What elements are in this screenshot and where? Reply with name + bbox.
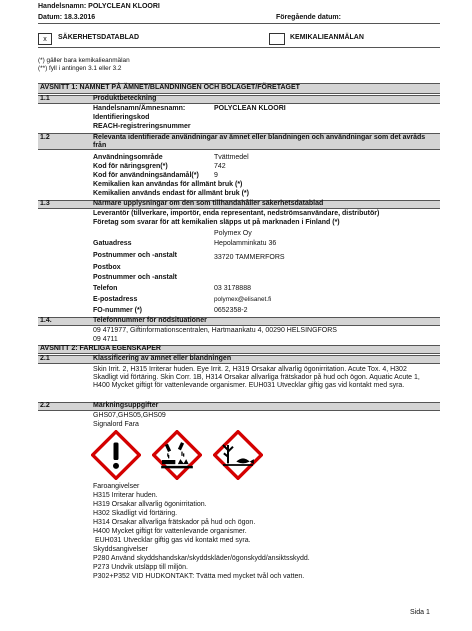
use-area-label: Användningsområde bbox=[93, 154, 163, 161]
company-line: Företag som svarar för att kemikalien släpps ut på marknaden i Finland (*) bbox=[93, 219, 340, 226]
previous-date-label: Föregående datum: bbox=[276, 14, 341, 21]
trade-name-label: Handelsnamn/Ämnesnamn: bbox=[93, 105, 186, 112]
precaution-header: Skyddsangivelser bbox=[93, 546, 148, 553]
s2-1-num: 2.1 bbox=[40, 355, 50, 362]
hazard-line: H319 Orsakar allvarlig ögonirritation. bbox=[93, 501, 207, 508]
hazard-header: Faroangivelser bbox=[93, 483, 140, 490]
public-only-line: Kemikalien används endast för allmänt bruk (*) bbox=[93, 190, 249, 197]
chem-label: KEMIKALIEANMÄLAN bbox=[290, 34, 364, 41]
postal-value: 33720 TAMMERFORS bbox=[214, 254, 285, 261]
s1-2-num: 1.2 bbox=[40, 134, 50, 141]
emergency-line-1: 09 471977, Giftinformationscentralen, Hartmaankatu 4, 00290 HELSINGFORS bbox=[93, 327, 337, 334]
date-header: Datum: 18.3.2016 bbox=[38, 14, 96, 21]
s1-3-num: 1.3 bbox=[40, 200, 50, 207]
street-label: Gatuadress bbox=[93, 240, 132, 247]
sds-checkbox[interactable]: x bbox=[38, 33, 52, 45]
environment-icon bbox=[213, 430, 263, 480]
precaution-line: P280 Använd skyddshandskar/skyddskläder/ögonskydd/ansiktsskydd. bbox=[93, 555, 310, 562]
chem-checkbox[interactable] bbox=[269, 33, 285, 45]
s1-1-title: Produktbeteckning bbox=[93, 95, 157, 102]
product-header: Handelsnamn: POLYCLEAN KLOORI bbox=[38, 3, 160, 10]
s1-2-title: Relevanta identifierade användningar av ämnet eller blandningen och användningar som det avråds från bbox=[93, 134, 426, 150]
email-value[interactable]: polymex@elisanet.fi bbox=[214, 296, 272, 303]
street-value: Hepolamminkatu 36 bbox=[214, 240, 277, 247]
precaution-line: P273 Undvik utsläpp till miljön. bbox=[93, 564, 188, 571]
s1-4-num: 1.4. bbox=[40, 317, 52, 324]
fo-value: 0652358-2 bbox=[214, 307, 248, 314]
classification-text: Skin Irrit. 2, H315 Irriterar huden. Eye Irrit. 2, H319 Orsakar allvarlig ögonirritation. Acute Tox. 4, H302 Skadligt vid förtäring. Skin Corr. 1B, H314 Orsakar allvarliga frätskador på hud och ögon. Aquatic Acute 1, H400 Mycket giftigt för vattenlevande organismer. EUH031 Utvecklar giftig gas vid kontakt med syra. bbox=[93, 366, 420, 390]
section1-title: AVSNITT 1: NAMNET PÅ ÄMNET/BLANDNINGEN OCH BOLAGET/FÖRETAGET bbox=[40, 84, 300, 91]
page-number: Sida 1 bbox=[410, 609, 430, 616]
note-2: (**) fyll i antingen 3.1 eller 3.2 bbox=[38, 65, 122, 72]
postal-label: Postnummer och -anstalt bbox=[93, 252, 178, 259]
public-use-line: Kemikalien kan användas för allmänt bruk (*) bbox=[93, 181, 243, 188]
purpose-code-label: Kod för användningsändamål(*) bbox=[93, 172, 199, 179]
phone-value: 03 3178888 bbox=[214, 285, 251, 292]
emergency-line-2: 09 4711 bbox=[93, 336, 118, 343]
postbox-label: Postbox bbox=[93, 264, 121, 271]
hazard-line: H315 Irriterar huden. bbox=[93, 492, 158, 499]
s1-1-num: 1.1 bbox=[40, 95, 50, 102]
sds-label: SÄKERHETSDATABLAD bbox=[58, 34, 140, 41]
purpose-code-value: 9 bbox=[214, 172, 218, 179]
trade-name-value: POLYCLEAN KLOORI bbox=[214, 105, 286, 112]
s2-2-title: Märkningsuppgifter bbox=[93, 402, 159, 409]
exclamation-mark-icon bbox=[91, 430, 141, 480]
header-rule bbox=[38, 23, 440, 24]
hazard-line: H400 Mycket giftigt för vattenlevande organismer. bbox=[93, 528, 247, 535]
section2-title: AVSNITT 2: FARLIGA EGENSKAPER bbox=[40, 345, 161, 352]
id-code-label: Identifieringskod bbox=[93, 114, 150, 121]
email-label: E-postadress bbox=[93, 296, 138, 303]
company-name: Polymex Oy bbox=[214, 230, 252, 237]
note-1: (*) gäller bara kemikalieanmälan bbox=[38, 57, 130, 64]
reach-label: REACH-registreringsnummer bbox=[93, 123, 191, 130]
fo-label: FO-nummer (*) bbox=[93, 307, 142, 314]
industry-code-value: 742 bbox=[214, 163, 226, 170]
s1-4-title: Telefonnummer för nödsituationer bbox=[93, 317, 207, 324]
signal-word: Signalord Fara bbox=[93, 421, 139, 428]
corrosion-icon bbox=[152, 430, 202, 480]
industry-code-label: Kod för näringsgren(*) bbox=[93, 163, 168, 170]
use-area-value: Tvättmedel bbox=[214, 154, 249, 161]
hazard-line: H314 Orsakar allvarliga frätskador på hud och ögon. bbox=[93, 519, 256, 526]
s2-2-num: 2.2 bbox=[40, 402, 50, 409]
hazard-line: H302 Skadligt vid förtäring. bbox=[93, 510, 178, 517]
postal2-label: Postnummer och -anstalt bbox=[93, 274, 178, 281]
doc-type-rule bbox=[38, 47, 440, 48]
precaution-line: P302+P352 VID HUDKONTAKT: Tvätta med mycket tvål och vatten. bbox=[93, 573, 305, 580]
ghs-codes: GHS07,GHS05,GHS09 bbox=[93, 412, 166, 419]
s1-3-title: Närmare upplysningar om den som tillhandahåller säkerhetsdatablad bbox=[93, 200, 324, 207]
supplier-line: Leverantör (tillverkare, importör, enda representant, nedströmsanvändare, distributör) bbox=[93, 210, 380, 217]
phone-label: Telefon bbox=[93, 285, 118, 292]
hazard-line: EUH031 Utvecklar giftig gas vid kontakt med syra. bbox=[93, 537, 251, 544]
s2-1-title: Klassificering av ämnet eller blandningen bbox=[93, 355, 232, 362]
